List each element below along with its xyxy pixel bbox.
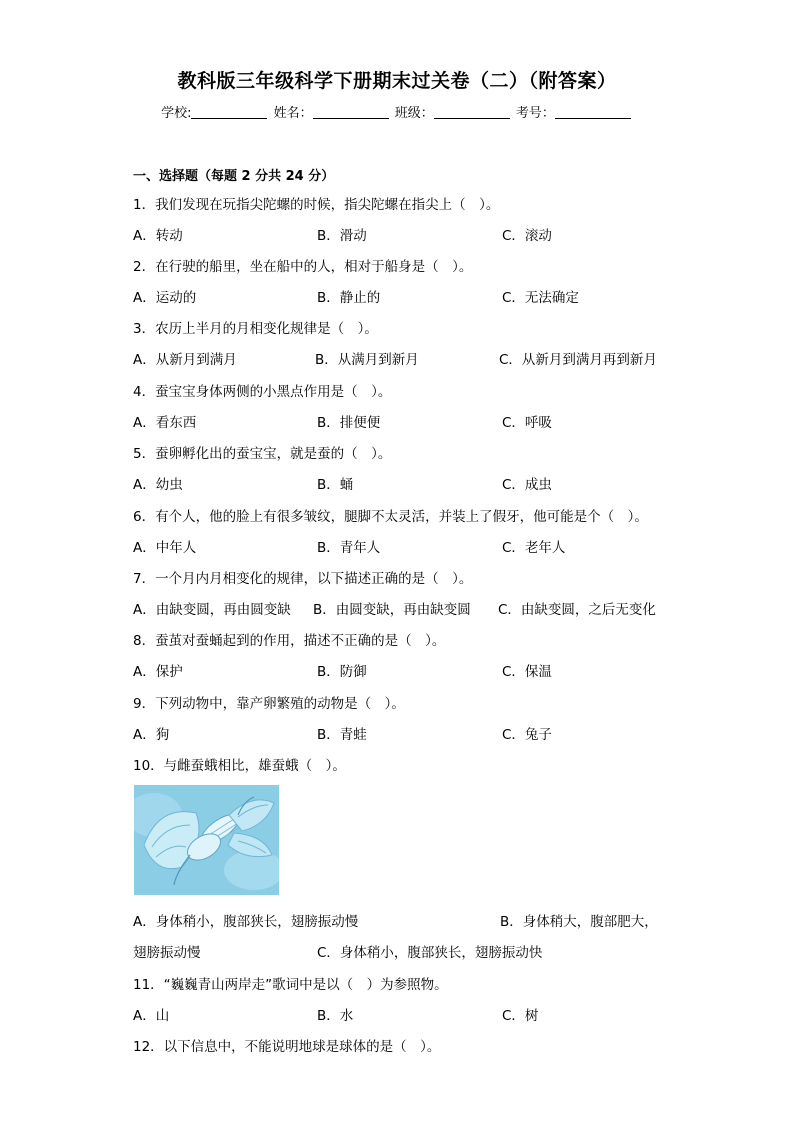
question-3-option-c: C．从新月到满月再到新月: [499, 352, 657, 368]
question-10-option-c: C．身体稍小，腹部狭长，翅膀振动快: [317, 945, 543, 961]
page-title: 教科版三年级科学下册期末过关卷（二）（附答案）: [177, 70, 617, 92]
question-4-option-a: A．看东西: [133, 415, 197, 431]
question-2-option-a: A．运动的: [133, 290, 197, 306]
question-8-option-c: C．保温: [502, 664, 552, 680]
question-3-option-b: B．从满月到新月: [315, 352, 419, 368]
school-label: 学校:: [161, 106, 192, 121]
question-3: 3．农历上半月的月相变化规律是（ ）。: [133, 321, 378, 337]
question-9: 9．下列动物中，靠产卵繁殖的动物是（ ）。: [133, 696, 405, 712]
class-blank: [434, 106, 510, 119]
question-6-option-c: C．老年人: [502, 540, 566, 556]
question-10-option-b-continued: 翅膀振动慢: [133, 945, 201, 961]
question-1-option-b: B．滑动: [317, 228, 367, 244]
question-9-option-c: C．兔子: [502, 727, 552, 743]
question-11-option-c: C．树: [502, 1008, 539, 1024]
question-1: 1．我们发现在玩指尖陀螺的时候，指尖陀螺在指尖上（ ）。: [133, 197, 500, 213]
question-2: 2．在行驶的船里，坐在船中的人，相对于船身是（ ）。: [133, 259, 473, 275]
question-1-option-c: C．滚动: [502, 228, 552, 244]
name-blank: [313, 106, 389, 119]
question-11-option-a: A．山: [133, 1008, 170, 1024]
question-5: 5．蚕卵孵化出的蚕宝宝，就是蚕的（ ）。: [133, 446, 392, 462]
question-8-option-b: B．防御: [317, 664, 367, 680]
question-10-option-a: A．身体稍小，腹部狭长，翅膀振动慢: [133, 914, 359, 930]
question-4-option-c: C．呼吸: [502, 415, 552, 431]
exam-no-blank: [555, 106, 631, 119]
question-1-option-a: A．转动: [133, 228, 183, 244]
question-11-option-b: B．水: [317, 1008, 354, 1024]
silkworm-moth-photo: [134, 785, 279, 895]
question-10-option-b: B．身体稍大，腹部肥大，: [500, 914, 658, 930]
question-9-option-a: A．狗: [133, 727, 170, 743]
question-11: 11．“巍巍青山两岸走”歌词中是以（ ）为参照物。: [133, 977, 448, 993]
question-7-option-b: B．由圆变缺，再由缺变圆: [313, 602, 471, 618]
question-7: 7．一个月内月相变化的规律，以下描述正确的是（ ）。: [133, 571, 473, 587]
section-title: 一、选择题（每题 2 分共 24 分）: [133, 169, 335, 184]
question-8-option-a: A．保护: [133, 664, 183, 680]
question-7-option-a: A．由缺变圆，再由圆变缺: [133, 602, 291, 618]
question-6: 6．有个人，他的脸上有很多皱纹，腿脚不太灵活，并装上了假牙，他可能是个（ ）。: [133, 509, 648, 525]
question-6-option-a: A．中年人: [133, 540, 197, 556]
question-12: 12．以下信息中，不能说明地球是球体的是（ ）。: [133, 1039, 441, 1055]
question-3-option-a: A．从新月到满月: [133, 352, 237, 368]
exam-no-label: 考号：: [515, 106, 555, 121]
question-4: 4．蚕宝宝身体两侧的小黑点作用是（ ）。: [133, 384, 392, 400]
school-blank: [191, 106, 267, 119]
question-10: 10．与雌蚕蛾相比，雄蚕蛾（ ）。: [133, 758, 346, 774]
question-8: 8．蚕茧对蚕蛹起到的作用，描述不正确的是（ ）。: [133, 633, 446, 649]
name-label: 姓名：: [273, 106, 313, 121]
question-2-option-c: C．无法确定: [502, 290, 579, 306]
question-5-option-b: B．蛹: [317, 477, 354, 493]
question-2-option-b: B．静止的: [317, 290, 381, 306]
question-7-option-c: C．由缺变圆，之后无变化: [498, 602, 656, 618]
question-5-option-a: A．幼虫: [133, 477, 183, 493]
question-5-option-c: C．成虫: [502, 477, 552, 493]
question-9-option-b: B．青蛙: [317, 727, 367, 743]
question-6-option-b: B．青年人: [317, 540, 381, 556]
student-info-row: [0, 102, 794, 121]
question-4-option-b: B．排便便: [317, 415, 381, 431]
class-label: 班级：: [394, 106, 434, 121]
silkworm-moth-illustration: [134, 785, 279, 895]
